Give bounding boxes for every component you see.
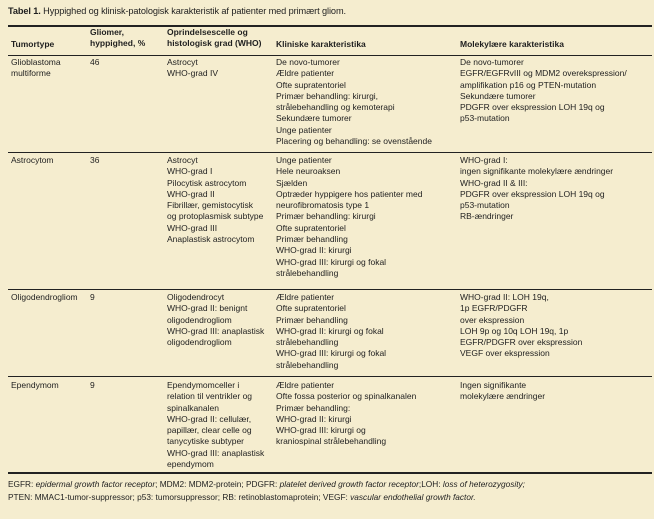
header-rule xyxy=(8,55,652,56)
footnote-segment: epidermal growth factor receptor xyxy=(35,479,156,489)
row-ependymom-origin: Ependymomceller i relation til ventrikler og spinalkanalen WHO-grad II: cellulær, papillær, clear celle og tanycytiske subtyper WHO-grad III: anaplastisk ependymom xyxy=(167,380,265,470)
row-glioblastoma-origin: Astrocyt WHO-grad IV xyxy=(167,57,219,79)
row-oligodendrogliom-clinical: Ældre patienter Ofte supratentoriel Primær behandling WHO-grad II: kirurgi og fokal strålebehandling WHO-grad III: kirurgi og fokal strålebehandling xyxy=(276,292,387,370)
row-rule xyxy=(8,376,652,377)
row-ependymom-clinical: Ældre patienter Ofte fossa posterior og spinalkanalen Primær behandling: WHO-grad II: kirurgi WHO-grad III: kirurgi og kraniospinal strålebehandling xyxy=(276,380,417,447)
row-rule xyxy=(8,152,652,153)
row-glioblastoma-clinical: De novo-tumorer Ældre patienter Ofte supratentoriel Primær behandling: kirurgi, strålebehandling og kemoterapi Sekundære tumorer Unge patienter Placering og behandling: se ovenstående xyxy=(276,57,432,147)
row-ependymom-tumortype: Ependymom xyxy=(11,380,59,390)
footnote-segment: platelet derived growth factor receptor xyxy=(279,479,419,489)
row-astrocytom-clinical: Unge patienter Hele neuroaksen Sjælden Optræder hyppigere hos patienter med neurofibromatosis type 1 Primær behandling: kirurgi Ofte supratentoriel Primær behandling WHO-grad II: kirurgi WHO-grad III: kirurgi og fokal strålebehandling xyxy=(276,155,423,278)
footnote-segment: vascular endothelial growth factor. xyxy=(350,492,476,502)
header-tumortype: Tumortype xyxy=(11,39,55,49)
row-ependymom-molecular: Ingen signifikante molekylære ændringer xyxy=(460,380,546,402)
row-ependymom-frequency: 9 xyxy=(90,380,95,390)
footnote-line-1 xyxy=(8,478,652,491)
row-glioblastoma-tumortype: Glioblastoma multiforme xyxy=(11,57,61,79)
row-oligodendrogliom-molecular: WHO-grad II: LOH 19q, 1p EGFR/PDGFR over ekspression LOH 9p og 10q LOH 19q, 1p EGFR/PDGFR over ekspression VEGF over ekspression xyxy=(460,292,583,359)
footnote-segment: loss of heterozygosity; xyxy=(442,479,525,489)
footnote-line-2 xyxy=(8,491,652,504)
row-rule xyxy=(8,289,652,290)
caption-text: Hyppighed og klinisk-patologisk karakteristik af patienter med primært gliom. xyxy=(40,6,346,16)
table-caption xyxy=(8,6,346,16)
table-bottom-rule xyxy=(8,472,652,474)
header-clinical: Kliniske karakteristika xyxy=(276,39,366,49)
footnote-segment: ;LOH: xyxy=(418,479,443,489)
footnote-segment: PTEN: MMAC1-tumor-suppressor; p53: tumorsuppressor; RB: retinoblastomaprotein; VEGF: xyxy=(8,492,351,502)
row-glioblastoma-molecular: De novo-tumorer EGFR/EGFRvIII og MDM2 overekspression/ amplifikation p16 og PTEN-mutation Sekundære tumorer PDGFR over ekspression LOH 19q og p53-mutation xyxy=(460,57,627,124)
row-astrocytom-origin: Astrocyt WHO-grad I Pilocytisk astrocytom WHO-grad II Fibrillær, gemistocytisk og protoplasmisk subtype WHO-grad III Anaplastisk astrocytom xyxy=(167,155,264,245)
row-astrocytom-molecular: WHO-grad I: ingen signifikante molekylære ændringer WHO-grad II & III: PDGFR over ekspression LOH 19q og p53-mutation RB-ændringer xyxy=(460,155,614,222)
row-astrocytom-tumortype: Astrocytom xyxy=(11,155,54,165)
table-footnote xyxy=(8,478,652,504)
header-frequency: Gliomer, hyppighed, % xyxy=(90,27,146,49)
header-molecular: Molekylære karakteristika xyxy=(460,39,564,49)
footnote-segment: ; MDM2: MDM2-protein; PDGFR: xyxy=(155,479,280,489)
row-oligodendrogliom-frequency: 9 xyxy=(90,292,95,302)
row-astrocytom-frequency: 36 xyxy=(90,155,100,165)
caption-label: Tabel 1. xyxy=(8,6,41,16)
footnote-segment: EGFR: xyxy=(8,479,36,489)
header-origin: Oprindelsescelle og histologisk grad (WHO) xyxy=(167,27,262,49)
row-oligodendrogliom-tumortype: Oligodendrogliom xyxy=(11,292,78,302)
row-glioblastoma-frequency: 46 xyxy=(90,57,100,67)
row-oligodendrogliom-origin: Oligodendrocyt WHO-grad II: benignt oligodendrogliom WHO-grad III: anaplastisk oligodendrogliom xyxy=(167,292,265,348)
